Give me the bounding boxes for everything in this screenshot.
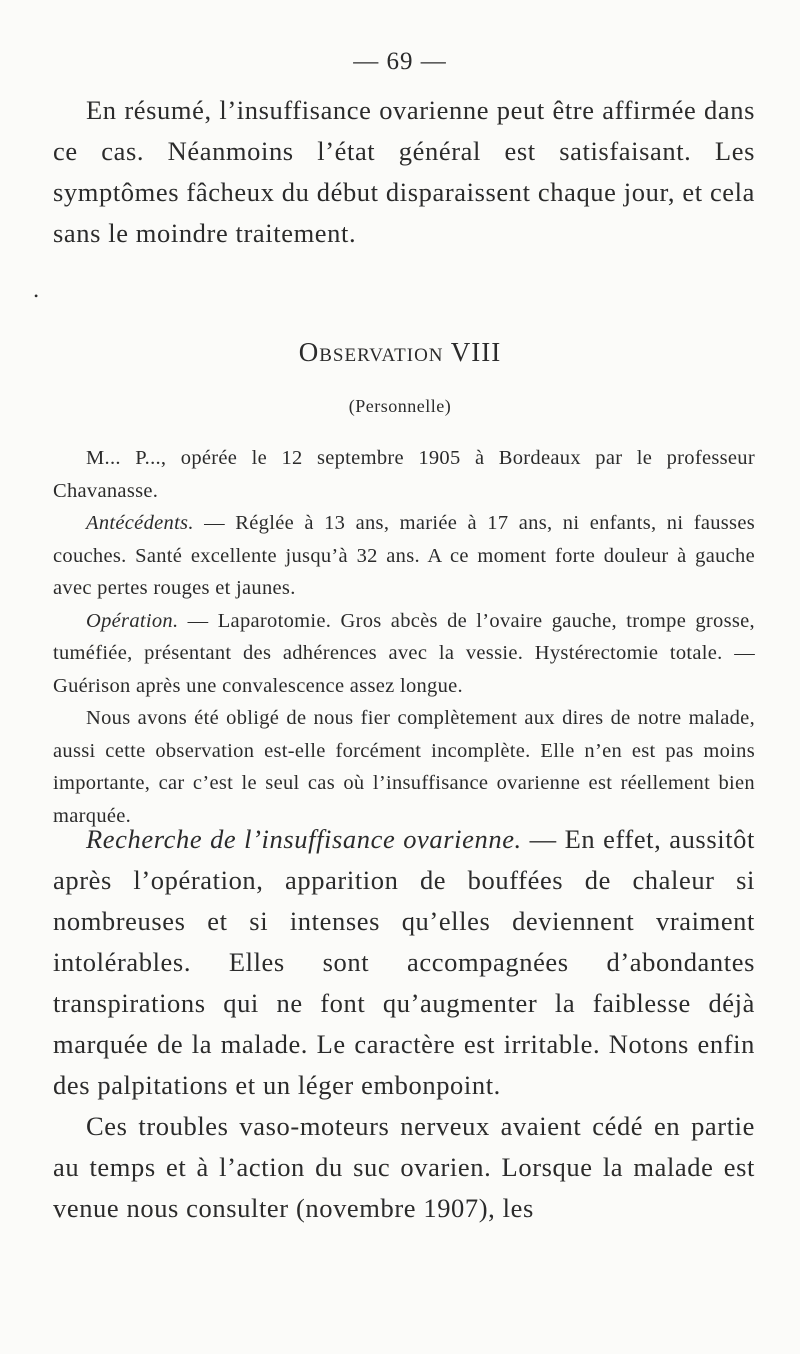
recherche-paragraph: [53, 819, 755, 1106]
antecedents-paragraph: [53, 507, 755, 605]
antecedents-label: Antécédents.: [86, 512, 194, 534]
observation-body: [53, 442, 755, 832]
final-paragraph: Ces troubles vaso-moteurs nerveux avaient cédé en partie au temps et à l’action du suc ovarien. Lorsque la malade est venue nous consulter (novembre 1907), les: [53, 1111, 755, 1223]
observation-subtitle: (Personnelle): [348, 396, 452, 416]
operation-paragraph: [53, 605, 755, 703]
page-number: — 69 —: [353, 48, 447, 75]
observation-title: Observation VIII: [298, 337, 502, 367]
stray-mark: •: [34, 289, 39, 303]
patient-line: M... P..., opérée le 12 septembre 1905 à Bordeaux par le professeur Chavanasse.: [53, 447, 755, 502]
note-paragraph: Nous avons été obligé de nous fier complètement aux dires de notre malade, aussi cette observation est-elle forcément incomplète. Elle n’en est pas moins importante, car c’est le seul cas où l’insuffisance ovarienne est réellement bien marquée.: [53, 707, 755, 827]
operation-label: Opération.: [86, 609, 179, 632]
recherche-block: [53, 819, 755, 1229]
recherche-text: — En effet, aussitôt après l’opération, apparition de bouffées de chaleur si nombreuses et si intenses qu’elles deviennent vraiment intolérables. Elles sont accompagnées d’abondantes transpirations qui ne font qu’augmenter la faiblesse déjà marquée de la malade. Le caractère est irritable. Notons enfin des palpitations et un léger embonpoint.: [53, 824, 755, 1100]
antecedents-text: — Réglée à 13 ans, mariée à 17 ans, ni enfants, ni fausses couches. Santé excellente jusqu’à 32 ans. A ce moment forte douleur à gauche avec pertes rouges et jaunes.: [53, 512, 755, 599]
intro-paragraph-block: [53, 90, 755, 254]
operation-text: — Laparotomie. Gros abcès de l’ovaire gauche, trompe grosse, tuméfiée, présentant des adhérences avec la vessie. Hystérectomie totale. — Guérison après une convalescence assez longue.: [53, 609, 755, 697]
intro-paragraph: En résumé, l’insuffisance ovarienne peut être affirmée dans ce cas. Néanmoins l’état général est satisfaisant. Les symptômes fâcheux du début disparaissent chaque jour, et cela sans le moindre traitement.: [53, 95, 755, 248]
recherche-label: Recherche de l’insuffisance ovarienne.: [86, 824, 522, 854]
